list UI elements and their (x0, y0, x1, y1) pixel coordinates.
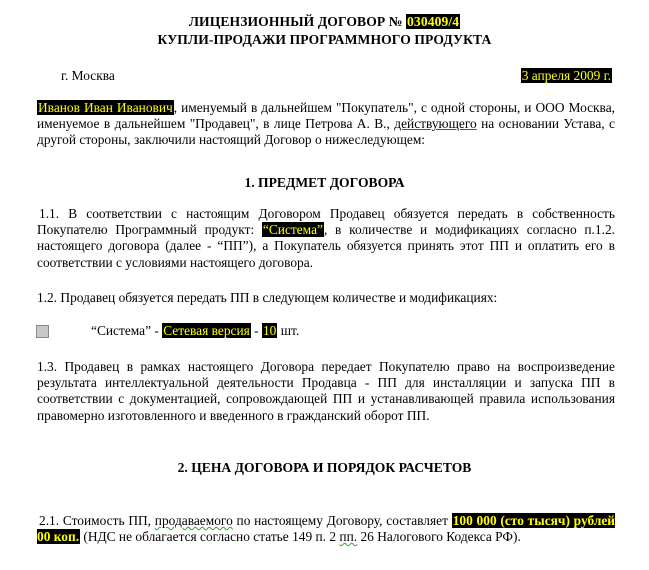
contract-number: 030409/4 (407, 14, 460, 29)
section-1-heading: 1. ПРЕДМЕТ ДОГОВОРА (244, 175, 405, 190)
clause-1-1 (37, 206, 615, 271)
product-name: “Система” (262, 222, 323, 238)
item-unit: шт. (277, 323, 300, 338)
clause-2-1-text-b: по настоящему Договору, составляет (232, 513, 452, 528)
clause-2-1 (37, 513, 615, 545)
clause-2-1-text-c: (НДС не облагается согласно статье 149 п. 2 (80, 529, 340, 545)
clause-1-1-text-a: 1.1. В соответствии с настоящим Договором Продавец обязуется передать в собственность Покупателю Программный продукт: (37, 206, 615, 238)
intro-paragraph (37, 100, 615, 149)
city: г. Москва (61, 68, 115, 83)
clause-2-1-text-a: 2.1. Стоимость ПП, (39, 513, 155, 528)
item-quantity: 10 (262, 323, 277, 338)
contract-date-value: 3 апреля 2009 г. (521, 68, 611, 83)
buyer-name: Иванов Иван Иванович (38, 100, 173, 115)
item-separator: - (250, 323, 262, 338)
clause-1-1-text-b: , в количестве и модификациях согласно п.1.2. настоящего договора (далее - “ПП”), а Покупатель обязуется принять этот ПП и оплатить его в соответствии с условиями настоящего договора. (37, 222, 615, 270)
title-line-1 (0, 14, 649, 30)
contract-date (521, 68, 612, 84)
item-version: Сетевая версия (163, 323, 250, 338)
clause-1-2: 1.2. Продавец обязуется передать ПП в следующем количестве и модификациях: (37, 290, 498, 305)
item-name: “Система” - (91, 323, 163, 338)
item-line (91, 323, 299, 339)
pp-abbrev: пп. (339, 529, 358, 545)
intro-text-b: на основании Устава, с другой стороны, заключили настоящий Договор о нижеследующем: (37, 116, 615, 148)
title-prefix: ЛИЦЕНЗИОННЫЙ ДОГОВОР № (188, 14, 407, 29)
clause-2-1-text-d: 26 Налогового Кодекса РФ). (357, 529, 521, 545)
clause-1-3: 1.3. Продавец в рамках настоящего Договора передает Покупателю право на воспроизведение результата интеллектуальной деятельности Продавца - ПП для инсталляции и запуска ПП в соответствии с документацией, сопровождающей ПП и устанавливающей правила использования правомерно изготовленного и введенного в гражданский оборот ПП. (37, 359, 615, 423)
intro-text-a: , именуемый в дальнейшем "Покупатель", с одной стороны, и ООО Москва, именуемое в дальнейшем "Продавец", в лице Петрова А. В., (37, 100, 615, 132)
title-line-2: КУПЛИ-ПРОДАЖИ ПРОГРАММНОГО ПРОДУКТА (157, 32, 492, 47)
section-2-heading: 2. ЦЕНА ДОГОВОРА И ПОРЯДОК РАСЧЕТОВ (177, 460, 472, 475)
sold-word: продаваемого (154, 513, 233, 528)
item-checkbox[interactable] (36, 325, 49, 338)
price-value: 100 000 (сто тысяч) рублей 00 коп. (37, 513, 615, 545)
acting-word: действующего (394, 116, 477, 132)
